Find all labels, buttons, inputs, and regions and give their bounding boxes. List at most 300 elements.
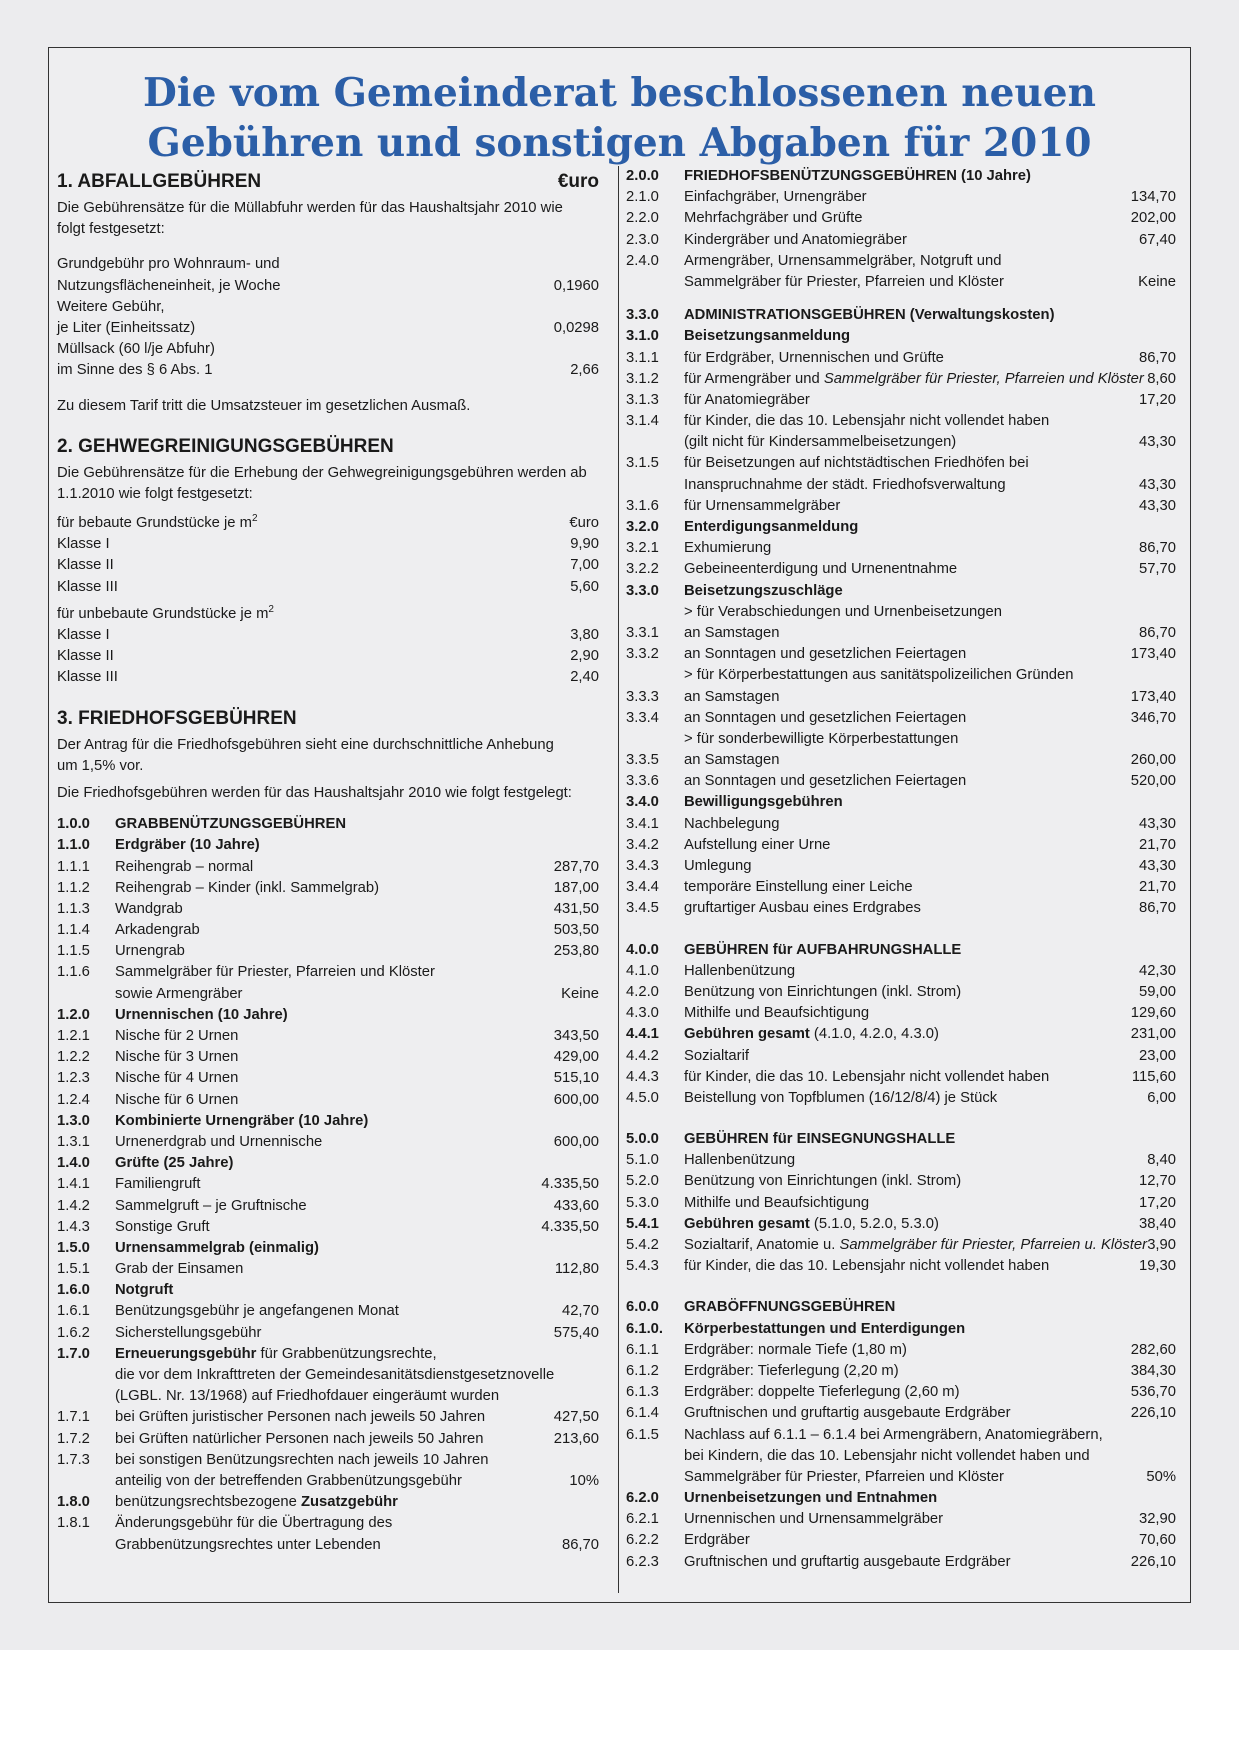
fee-row <box>626 1319 1182 1340</box>
fee-row <box>626 208 1182 229</box>
fee-value: 431,50 <box>553 900 599 917</box>
fee-row <box>57 555 605 576</box>
fee-code: 4.0.0 <box>626 941 659 958</box>
fee-row <box>57 1429 605 1450</box>
fee-text <box>684 1171 961 1192</box>
fee-label: Notgruft <box>115 1282 174 1299</box>
fee-value: 429,00 <box>553 1049 599 1066</box>
fee-row <box>57 899 605 920</box>
fee-label: Wandgrab <box>115 900 183 917</box>
fee-code: 4.2.0 <box>626 983 659 1000</box>
fee-text <box>115 1090 238 1111</box>
fee-row <box>626 1024 1182 1045</box>
fee-code: 3.2.1 <box>626 540 659 557</box>
fee-code: 1.1.2 <box>57 879 90 896</box>
friedhof-rows <box>57 814 605 1344</box>
fee-label: anteilig von der betreffenden Grabbenützungsgebühr <box>115 1472 462 1489</box>
rows-5-0 <box>626 1129 1182 1235</box>
fee-code: 3.2.0 <box>626 519 659 535</box>
fee-code: 1.6.0 <box>57 1282 90 1299</box>
fee-row <box>626 814 1182 835</box>
fee-value: 10% <box>569 1472 599 1489</box>
fee-label: Klasse III <box>57 578 118 595</box>
fee-row <box>57 577 605 598</box>
fee-code: 3.3.5 <box>626 752 659 769</box>
section-heading-gehweg: 2. GEHWEGREINIGUNGSGEBÜHREN <box>57 435 394 457</box>
fee-label: bei Kindern, die das 10. Lebensjahr nicht vollendet haben und <box>684 1447 1090 1464</box>
fee-value: 343,50 <box>553 1028 599 1044</box>
fee-row <box>626 1530 1182 1551</box>
fee-value: 231,00 <box>1130 1026 1176 1043</box>
fee-value: 187,00 <box>553 879 599 896</box>
fee-text <box>684 1319 965 1340</box>
fee-row: je Liter (Einheitssatz) 0,0298 <box>57 319 599 336</box>
fee-value: 503,50 <box>553 922 599 939</box>
fee-text <box>115 814 346 835</box>
fee-code: 1.3.1 <box>57 1133 90 1150</box>
fee-row <box>626 305 1182 326</box>
fee-row <box>626 1488 1182 1509</box>
fee-label: an Samstagen <box>684 752 780 769</box>
fee-code: 3.4.3 <box>626 858 659 874</box>
fee-row <box>626 1382 1182 1403</box>
friedhof-rows-2 <box>57 1365 605 1492</box>
fee-row <box>626 559 1182 580</box>
fee-code: 6.1.0. <box>626 1320 664 1337</box>
fee-row <box>57 1196 605 1217</box>
fee-row <box>57 857 605 878</box>
fee-value: 50% <box>1146 1468 1176 1485</box>
fee-row <box>626 1425 1182 1446</box>
fee-label: Kombinierte Urnengräber (10 Jahre) <box>115 1112 369 1129</box>
fee-row <box>626 1297 1182 1318</box>
fee-label: an Sonntagen und gesetzlichen Feiertagen <box>684 646 967 663</box>
fee-text <box>684 475 1006 496</box>
fee-row <box>626 1150 1182 1171</box>
fee-label: Urnenbeisetzungen und Entnahmen <box>684 1490 938 1507</box>
fee-value: 287,70 <box>553 858 599 875</box>
fee-code: 1.1.1 <box>57 858 90 875</box>
fee-label: Benützung von Einrichtungen (inkl. Strom) <box>684 983 962 1000</box>
fee-label: Einfachgräber, Urnengräber <box>684 189 867 206</box>
fee-text <box>684 326 850 347</box>
fee-value: 17,20 <box>1138 1194 1176 1211</box>
fee-text <box>684 166 1031 187</box>
fee-row <box>626 496 1182 517</box>
fee-label: Nische für 2 Urnen <box>115 1028 239 1044</box>
fee-row <box>626 898 1182 919</box>
fee-text <box>115 1174 201 1195</box>
fee-text <box>684 835 830 856</box>
fee-code: 3.1.5 <box>626 455 659 472</box>
fee-text <box>684 411 1049 432</box>
fee-value: 23,00 <box>1138 1047 1176 1064</box>
fee-text <box>684 771 966 792</box>
fee-text <box>684 1214 939 1235</box>
fee-label: Mehrfachgräber und Grüfte <box>684 210 863 227</box>
fee-label: GRABÖFFNUNGSGEBÜHREN <box>684 1299 896 1316</box>
fee-row <box>626 665 1182 686</box>
fee-code: 2.1.0 <box>626 189 659 206</box>
fee-code: 1.8.1 <box>57 1515 90 1532</box>
fee-row <box>57 1535 605 1556</box>
fee-row <box>626 1467 1182 1488</box>
paragraph: um 1,5% vor. <box>57 757 144 774</box>
fee-label: Gruftnischen und gruftartig ausgebaute Erdgräber <box>684 1553 1011 1570</box>
fee-row <box>57 1047 605 1068</box>
fee-text <box>115 1238 319 1259</box>
fee-value: 202,00 <box>1130 210 1176 227</box>
fee-label: GEBÜHREN für EINSEGNUNGSHALLE <box>684 1131 956 1148</box>
rows-3-1 <box>626 390 1182 920</box>
fee-row <box>626 411 1182 432</box>
fee-row <box>626 771 1182 792</box>
fee-row <box>57 878 605 899</box>
fee-code: 2.0.0 <box>626 168 659 184</box>
fee-label: Familiengruft <box>115 1176 201 1193</box>
fee-value: 43,30 <box>1138 858 1176 874</box>
fee-text <box>684 1446 1090 1467</box>
fee-label: Urnengrab <box>115 943 185 960</box>
fee-value: 346,70 <box>1130 709 1176 726</box>
fee-row <box>626 1193 1182 1214</box>
fee-code: 1.2.4 <box>57 1091 90 1108</box>
fee-code: 6.2.2 <box>626 1532 659 1549</box>
fee-code: 3.3.0 <box>626 307 659 324</box>
fee-value: 57,70 <box>1138 561 1176 578</box>
fee-label: Nachlass auf 6.1.1 – 6.1.4 bei Armengräbern, Anatomiegräbern, <box>684 1426 1103 1443</box>
fee-value: 433,60 <box>553 1197 599 1214</box>
fee-value: 520,00 <box>1130 773 1176 790</box>
fee-text <box>115 899 183 920</box>
fee-value: 4.335,50 <box>541 1176 599 1193</box>
fee-row <box>57 534 605 555</box>
fee-text <box>684 1046 749 1067</box>
fee-row <box>626 538 1182 559</box>
fee-text <box>115 1365 554 1386</box>
fee-text <box>684 496 840 517</box>
fee-code: 3.3.3 <box>626 688 659 705</box>
fee-value: 9,90 <box>570 536 599 553</box>
fee-row <box>626 940 1182 961</box>
fee-row <box>57 1471 605 1492</box>
fee-text <box>115 1471 462 1492</box>
fee-row <box>57 1450 605 1471</box>
fee-code: 3.3.0 <box>626 582 659 599</box>
fee-row <box>57 1301 605 1322</box>
fee-row <box>57 625 605 646</box>
fee-value: 86,70 <box>1138 624 1176 641</box>
fee-text <box>684 856 751 877</box>
fee-code: 4.3.0 <box>626 1005 659 1022</box>
fee-code: 5.3.0 <box>626 1194 659 1211</box>
fee-text <box>684 251 1001 272</box>
paragraph: Die Gebührensätze für die Erhebung der Gehwegreinigungsgebühren werden ab <box>57 464 587 481</box>
fee-value: 4.335,50 <box>541 1218 599 1235</box>
fee-row <box>57 1132 605 1153</box>
fee-code: 1.4.2 <box>57 1197 90 1214</box>
fee-value: 70,60 <box>1138 1532 1176 1549</box>
fee-code: 1.2.3 <box>57 1070 90 1087</box>
fee-code: 4.4.3 <box>626 1068 659 1085</box>
fee-row <box>57 941 605 962</box>
fee-text <box>684 1129 955 1150</box>
fee-text <box>684 1467 1004 1488</box>
fee-value: 43,30 <box>1138 497 1176 514</box>
fee-code: 1.4.3 <box>57 1218 90 1235</box>
fee-value: 67,40 <box>1138 231 1176 248</box>
fee-text <box>684 1088 997 1109</box>
fee-row <box>57 1323 605 1344</box>
fee-row <box>626 251 1182 272</box>
fee-text <box>684 1530 750 1551</box>
fee-code: 1.2.2 <box>57 1049 90 1066</box>
fee-row: 3.1.2 für Armengräber und Sammelgräber für Priester, Pfarreien und Klöster 8,60 <box>626 370 1176 387</box>
fee-row <box>626 602 1182 623</box>
fee-label: Umlegung <box>684 858 752 874</box>
fee-value: 112,80 <box>554 1261 599 1278</box>
fee-label: Sammelgruft – je Gruftnische <box>115 1197 307 1214</box>
fee-row <box>626 453 1182 474</box>
fee-label: GEBÜHREN für AUFBAHRUNGSHALLE <box>684 941 962 958</box>
fee-value: 38,40 <box>1138 1215 1176 1232</box>
fee-row <box>626 729 1182 750</box>
fee-text <box>684 1361 899 1382</box>
fee-code: 6.1.1 <box>626 1341 659 1358</box>
fee-label: Nische für 4 Urnen <box>115 1070 239 1087</box>
fee-label: Urnennischen und Urnensammelgräber <box>684 1511 944 1528</box>
fee-row: 5.4.2 Sozialtarif, Anatomie u. Sammelgräber für Priester, Pfarreien u. Klöster 3,90 <box>626 1237 1176 1253</box>
fee-text <box>115 1153 233 1174</box>
fee-row <box>626 1088 1182 1109</box>
fee-text <box>684 961 795 982</box>
fee-label: an Samstagen <box>684 688 780 705</box>
fee-text <box>684 1150 795 1171</box>
fee-label: Urnennischen (10 Jahre) <box>115 1006 288 1023</box>
fee-label: Hallenbenützung <box>684 1152 796 1169</box>
fee-code: 2.4.0 <box>626 252 659 269</box>
unbuilt-rows <box>57 625 605 689</box>
fee-text <box>115 1259 243 1280</box>
fee-text <box>684 538 771 559</box>
fee-row <box>57 835 605 856</box>
fee-label: Klasse I <box>57 536 110 553</box>
fee-text <box>115 1450 488 1471</box>
fee-text <box>684 1552 1011 1573</box>
fee-text <box>684 644 966 665</box>
fee-row <box>626 517 1182 538</box>
subheading-unbebaut: für unbebaute Grundstücke je $m^2$ <box>57 603 274 622</box>
fee-label: Reihengrab – Kinder (inkl. Sammelgrab) <box>115 879 380 896</box>
fee-text <box>684 1024 939 1045</box>
fee-label: Aufstellung einer Urne <box>684 836 831 853</box>
fee-row <box>626 856 1182 877</box>
fee-label: für Anatomiegräber <box>684 391 810 408</box>
subheading-bebaut: für bebaute Grundstücke je $m^2$ €uro <box>57 513 599 532</box>
fee-text <box>115 1068 238 1089</box>
fee-value: 282,60 <box>1130 1341 1176 1358</box>
column-divider <box>618 166 619 1593</box>
fee-code: 1.1.4 <box>57 922 90 939</box>
fee-label: > für Körperbestattungen aus sanitätspolizeilichen Gründen <box>684 667 1074 684</box>
fee-text <box>115 1535 381 1556</box>
fee-value: 2,90 <box>570 648 599 665</box>
fee-code: 1.7.3 <box>57 1451 90 1468</box>
fee-label: Benützungsgebühr je angefangenen Monat <box>115 1303 399 1320</box>
fee-code: 4.1.0 <box>626 962 659 979</box>
fee-code: 3.4.5 <box>626 900 659 917</box>
fee-text <box>684 623 779 644</box>
fee-value: 226,10 <box>1130 1405 1176 1422</box>
fee-code: 4.5.0 <box>626 1089 659 1106</box>
fee-code: 1.7.2 <box>57 1430 90 1447</box>
fee-label: Grüfte (25 Jahre) <box>115 1155 234 1172</box>
fee-label: > für Verabschiedungen und Urnenbeisetzungen <box>684 603 1002 620</box>
fee-text <box>115 1217 210 1238</box>
fee-label: Arkadengrab <box>115 922 200 939</box>
fee-text <box>115 1323 261 1344</box>
fee-label: Gebeineenterdigung und Urnenentnahme <box>684 561 958 578</box>
rows-3-0 <box>626 305 1182 369</box>
fee-row <box>626 1256 1182 1277</box>
fee-code: 1.2.1 <box>57 1028 90 1044</box>
fee-code: 5.2.0 <box>626 1173 659 1190</box>
fee-value: 43,30 <box>1138 815 1176 832</box>
fee-row <box>57 1174 605 1195</box>
fee-code: 1.1.0 <box>57 837 90 854</box>
fee-label: an Sonntagen und gesetzlichen Feiertagen <box>684 773 967 790</box>
fee-row: Müllsack (60 l/je Abfuhr) <box>57 341 215 358</box>
fee-label: Erdgräber <box>684 1532 750 1549</box>
paragraph: Die Friedhofsgebühren werden für das Haushaltsjahr 2010 wie folgt festgelegt: <box>57 784 572 801</box>
fee-label: Beistellung von Topfblumen (16/12/8/4) je Stück <box>684 1089 998 1106</box>
fee-row <box>626 187 1182 208</box>
fee-label: Benützung von Einrichtungen (inkl. Strom) <box>684 1173 962 1190</box>
fee-row <box>626 390 1182 411</box>
fee-label: Sonstige Gruft <box>115 1218 210 1235</box>
fee-label: Beisetzungsanmeldung <box>684 328 851 345</box>
fee-value: 260,00 <box>1130 752 1176 769</box>
fee-value: Keine <box>1138 273 1176 290</box>
fee-code: 6.1.2 <box>626 1362 659 1379</box>
rows-4-0 <box>626 940 1182 1110</box>
rows-2-0 <box>626 166 1182 293</box>
fee-code: 1.1.5 <box>57 943 90 960</box>
fee-value: 21,70 <box>1138 879 1176 896</box>
fee-row <box>626 475 1182 496</box>
fee-row: Grundgebühr pro Wohnraum- und <box>57 256 280 273</box>
fee-row <box>57 1111 605 1132</box>
fee-row <box>57 1090 605 1111</box>
paragraph: folgt festgesetzt: <box>57 221 165 238</box>
fee-code: 1.4.0 <box>57 1155 90 1172</box>
fee-code: 1.6.1 <box>57 1303 90 1320</box>
fee-value: 515,10 <box>553 1070 599 1087</box>
fee-text <box>684 187 867 208</box>
fee-text <box>115 1513 392 1534</box>
fee-text <box>115 1026 238 1047</box>
fee-row <box>57 1068 605 1089</box>
fee-value: 253,80 <box>553 943 599 960</box>
fee-text <box>684 1067 1049 1088</box>
fee-label: für Kinder, die das 10. Lebensjahr nicht vollendet haben <box>684 1258 1050 1275</box>
fee-row <box>57 1153 605 1174</box>
friedhof-rows-3 <box>57 1513 605 1555</box>
fee-label: Änderungsgebühr für die Übertragung des <box>115 1515 393 1532</box>
fee-value: 3,80 <box>570 627 599 643</box>
fee-code: 1.3.0 <box>57 1112 90 1129</box>
fee-label: (gilt nicht für Kindersammelbeisetzungen) <box>684 434 957 451</box>
fee-code: 3.4.1 <box>626 815 659 832</box>
fee-label: an Sonntagen und gesetzlichen Feiertagen <box>684 709 967 726</box>
fee-text <box>684 940 961 961</box>
fee-label: temporäre Einstellung einer Leiche <box>684 879 913 896</box>
fee-label: Reihengrab – normal <box>115 858 254 875</box>
fee-label: Armengräber, Urnensammelgräber, Notgruft und <box>684 252 1002 269</box>
fee-row <box>626 1003 1182 1024</box>
fee-label: (LGBL. Nr. 13/1968) auf Friedhofdauer eingeräumt wurden <box>115 1388 500 1405</box>
document-frame <box>48 47 1191 1603</box>
fee-row <box>626 1446 1182 1467</box>
fee-row <box>626 1214 1182 1235</box>
fee-value: 42,70 <box>561 1303 599 1320</box>
fee-code: 1.5.1 <box>57 1261 90 1278</box>
fee-value: 129,60 <box>1130 1005 1176 1022</box>
fee-text <box>115 1132 322 1153</box>
fee-label: bei sonstigen Benützungsrechten nach jeweils 10 Jahren <box>115 1451 489 1468</box>
fee-label-suffix: (4.1.0, 4.2.0, 4.3.0) <box>809 1026 939 1043</box>
fee-row <box>626 348 1182 369</box>
fee-label: für Erdgräber, Urnennischen und Grüfte <box>684 349 944 366</box>
fee-text <box>115 1280 173 1301</box>
fee-code: 6.2.1 <box>626 1511 659 1528</box>
fee-row <box>57 984 605 1005</box>
fee-code: 5.4.3 <box>626 1258 659 1275</box>
fee-row: Nutzungsflächeneinheit, je Woche 0,1960 <box>57 277 599 294</box>
fee-text <box>684 390 810 411</box>
fee-row <box>626 623 1182 644</box>
paragraph: Die Gebührensätze für die Müllabfuhr werden für das Haushaltsjahr 2010 wie <box>57 200 563 216</box>
fee-value: 2,40 <box>570 669 599 686</box>
fee-label: Sicherstellungsgebühr <box>115 1324 262 1341</box>
fee-row <box>626 1171 1182 1192</box>
fee-label: ADMINISTRATIONSGEBÜHREN (Verwaltungskosten) <box>684 307 1055 324</box>
fee-row: 1.8.0 benützungsrechtsbezogene Zusatzgebühr <box>57 1494 398 1511</box>
fee-code: 1.0.0 <box>57 816 90 833</box>
fee-text <box>115 1301 399 1322</box>
fee-code: 3.1.1 <box>626 349 659 366</box>
fee-label: Klasse II <box>57 557 114 574</box>
fee-label: für Kinder, die das 10. Lebensjahr nicht vollendet haben <box>684 413 1050 430</box>
fee-text <box>684 1425 1103 1446</box>
fee-label: GRABBENÜTZUNGSGEBÜHREN <box>115 816 346 833</box>
fee-label: Hallenbenützung <box>684 962 796 979</box>
fee-value: 173,40 <box>1130 688 1176 705</box>
right-column <box>626 166 1182 1573</box>
fee-value: 6,00 <box>1147 1089 1176 1106</box>
fee-text <box>684 1256 1049 1277</box>
fee-row <box>57 1407 605 1428</box>
fee-row <box>626 687 1182 708</box>
rows-5-4 <box>626 1256 1182 1277</box>
fee-text <box>684 559 957 580</box>
fee-value: 115,60 <box>1131 1068 1176 1085</box>
fee-value: 213,60 <box>553 1430 599 1447</box>
fee-code: 1.1.3 <box>57 900 90 917</box>
fee-code: 6.1.3 <box>626 1384 659 1401</box>
fee-label: Grabbenützungsrechtes unter Lebenden <box>115 1536 381 1553</box>
fee-label: Gebühren gesamt <box>684 1215 810 1232</box>
